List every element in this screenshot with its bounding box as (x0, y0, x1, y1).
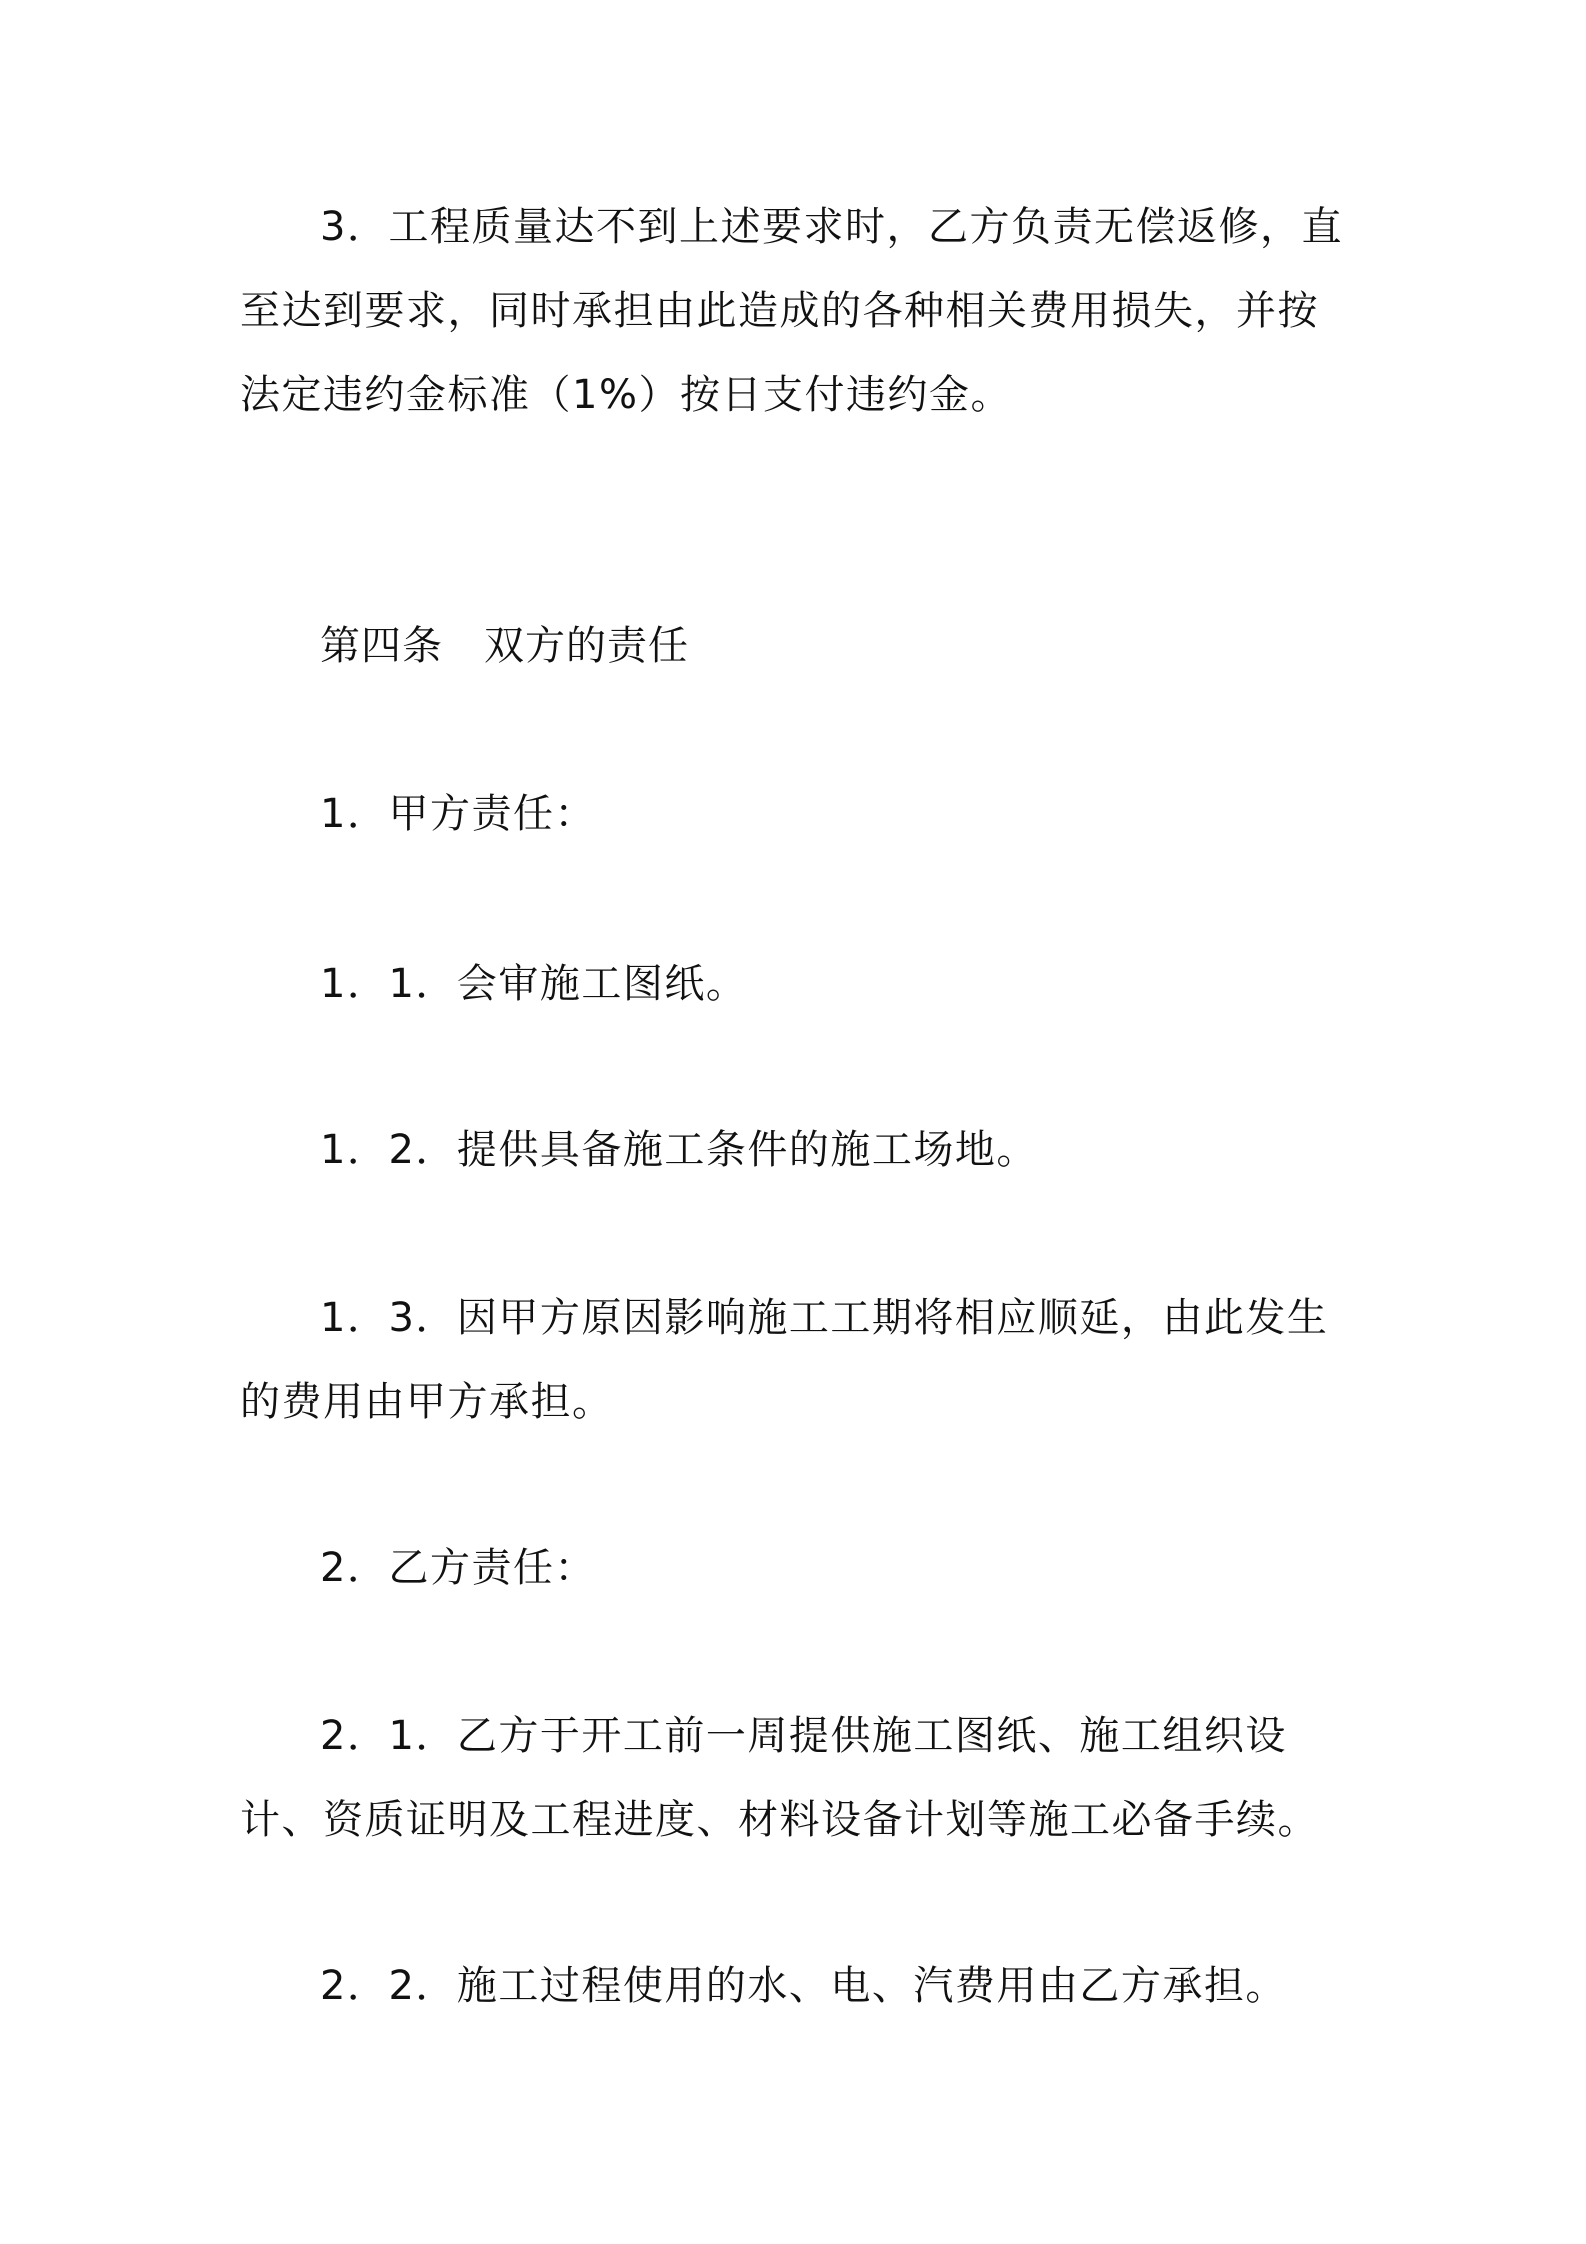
article-4-heading: 第四条 双方的责任 (320, 623, 689, 669)
party-b-item-2-1: 2．1．乙方于开工前一周提供施工图纸、施工组织设计、资质证明及工程进度、材料设备计划等施工必备手续。 (240, 1713, 1319, 1843)
party-b-item-2-2: 2．2．施工过程使用的水、电、汽费用由乙方承担。 (320, 1963, 1287, 2009)
party-a-item-1-2: 1．2．提供具备施工条件的施工场地。 (320, 1127, 1038, 1173)
party-a-item-1-3: 1．3．因甲方原因影响施工工期将相应顺延，由此发生的费用由甲方承担。 (240, 1295, 1329, 1425)
party-a-responsibility-heading: 1．甲方责任： (320, 791, 596, 837)
party-a-item-1-1: 1．1．会审施工图纸。 (320, 961, 748, 1007)
clause-3-quality-paragraph: 3．工程质量达不到上述要求时，乙方负责无偿返修，直至达到要求，同时承担由此造成的各种相关费用损失，并按法定违约金标准（1%）按日支付违约金。 (240, 204, 1343, 418)
party-b-responsibility-heading: 2．乙方责任： (320, 1545, 596, 1591)
